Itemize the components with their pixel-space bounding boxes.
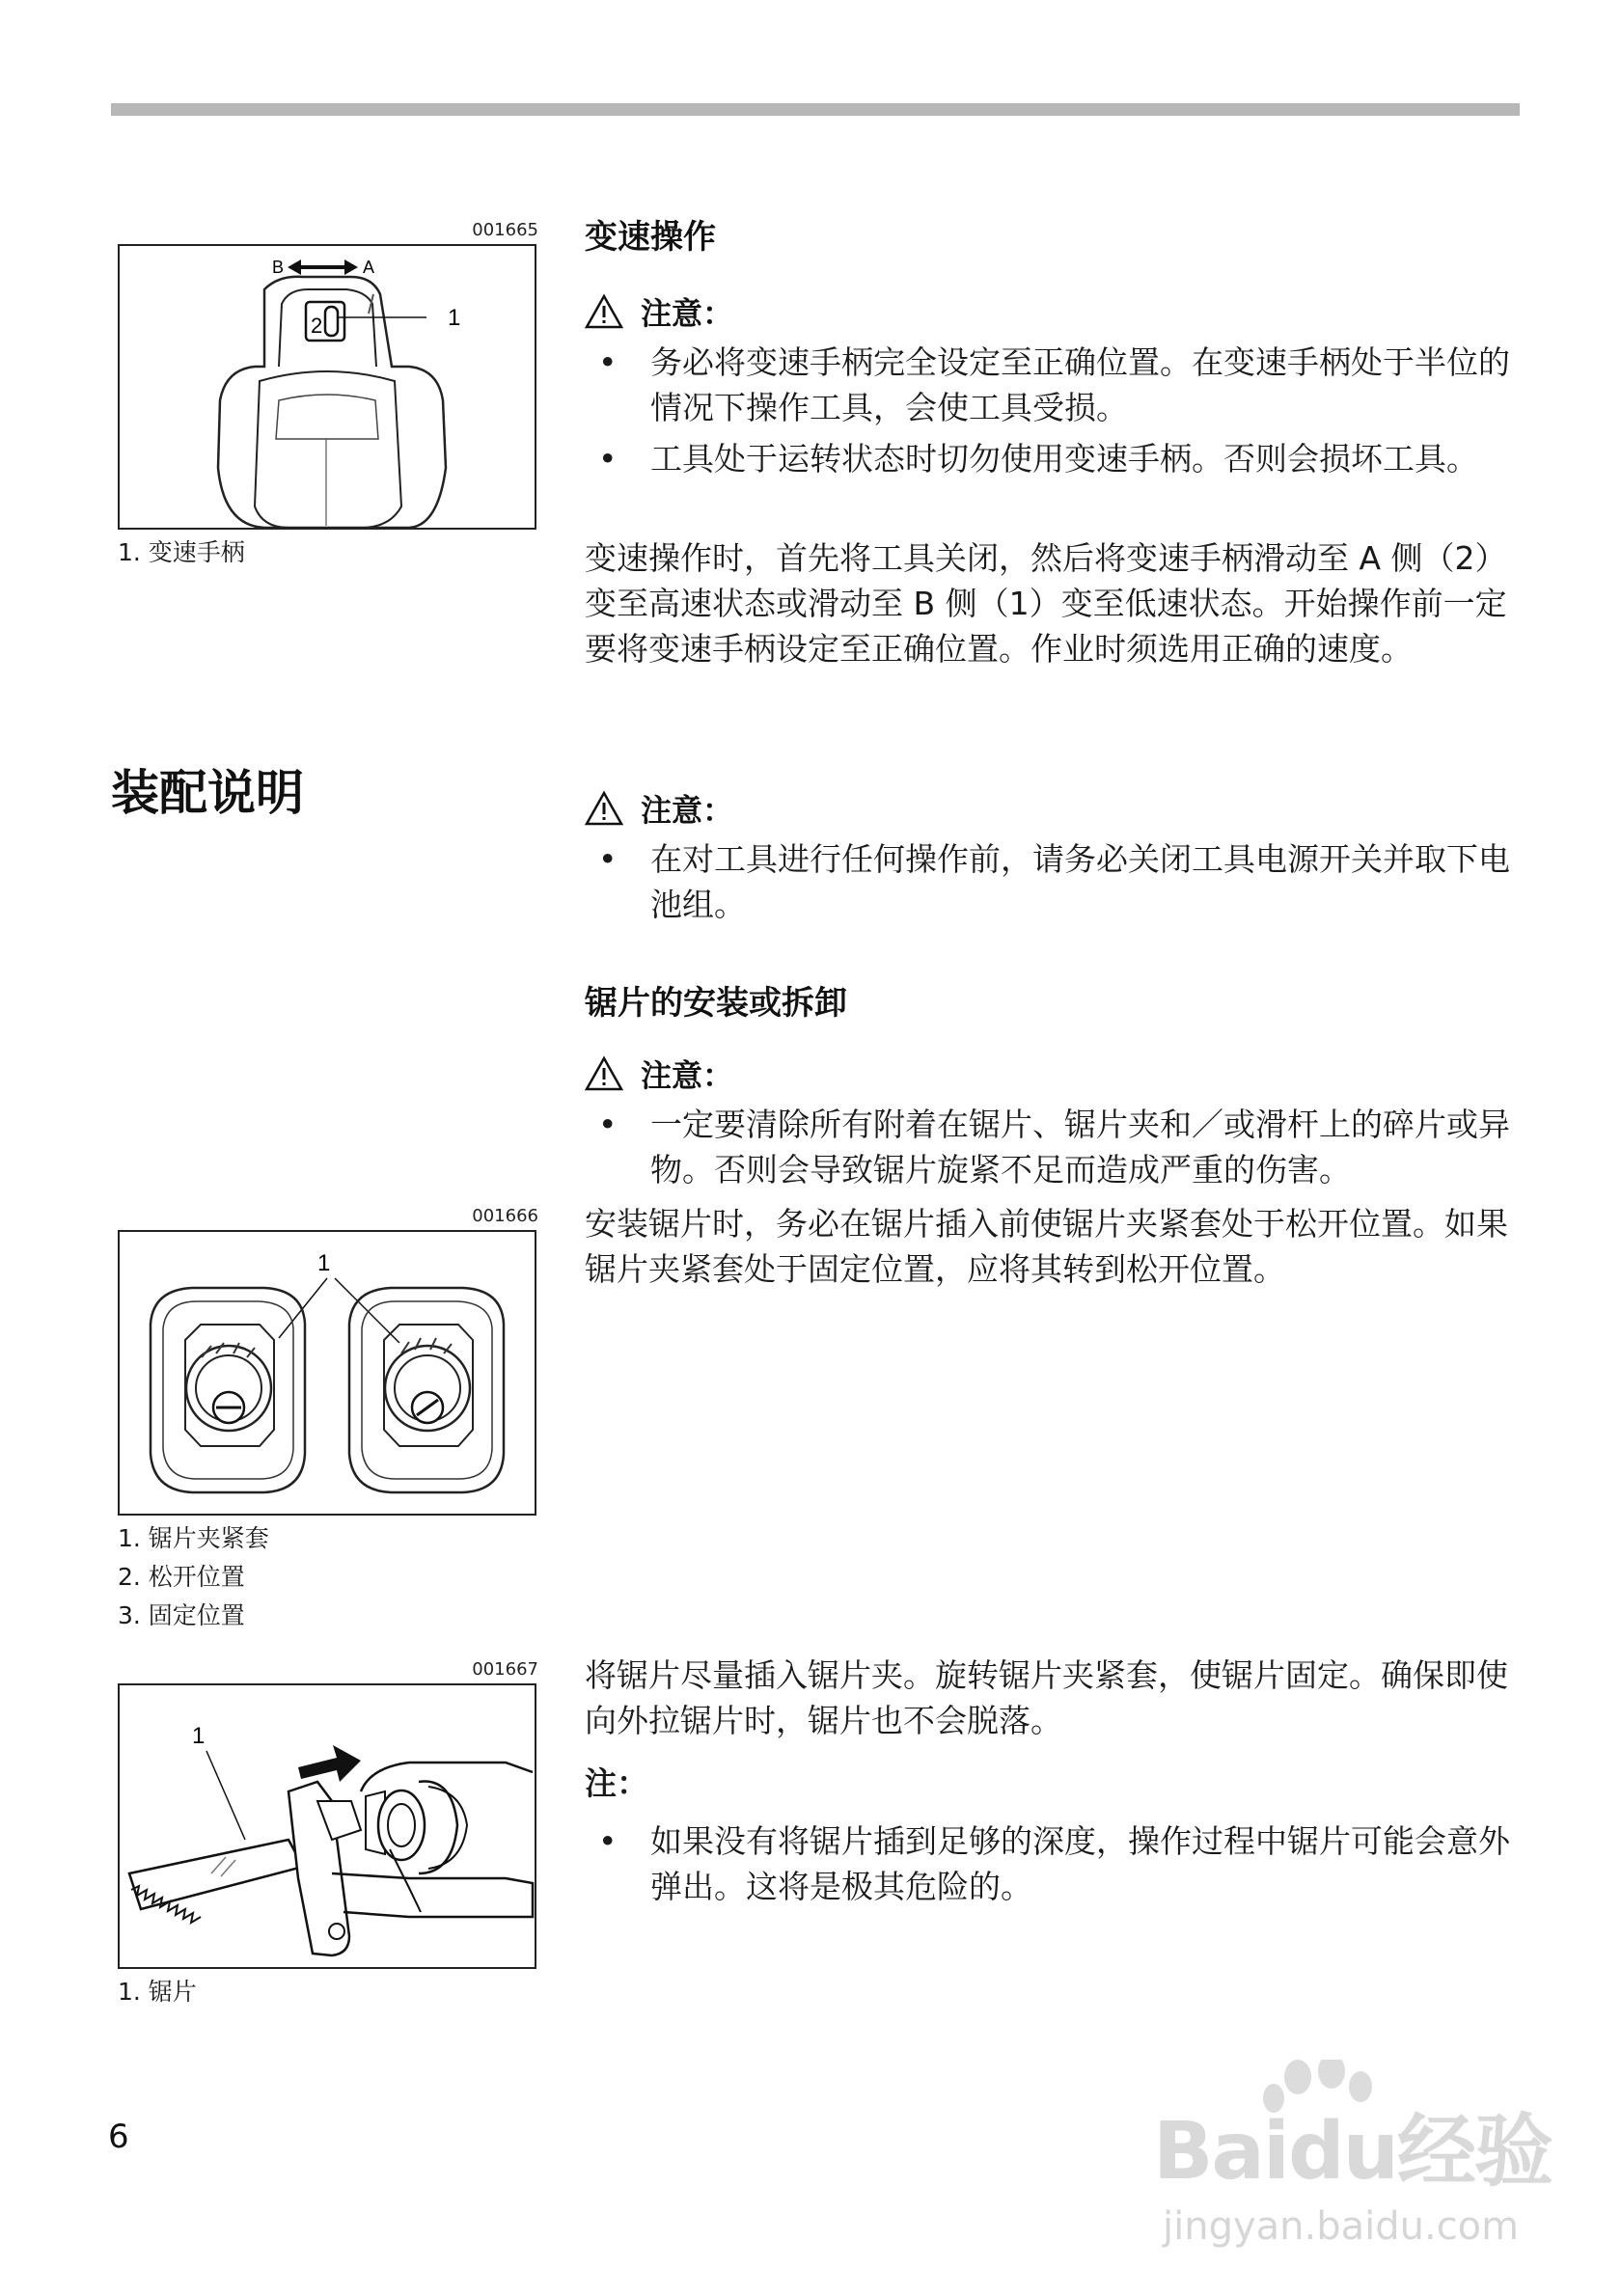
blade-paragraph-1: 安装锯片时，务必在锯片插入前使锯片夹紧套处于松开位置。如果锯片夹紧套处于固定位置，应将其转到松开位置。	[585, 1205, 1508, 1288]
bullet-text: 务必将变速手柄完全设定至正确位置。在变速手柄处于半位的情况下操作工具，会使工具受损。	[650, 343, 1510, 426]
bullet-text: 如果没有将锯片插到足够的深度，操作过程中锯片可能会意外弹出。这将是极其危险的。	[650, 1822, 1510, 1905]
figure-code: 001665	[472, 220, 538, 240]
figure-code: 001666	[472, 1206, 538, 1226]
legend-item: 1. 锯片	[118, 1978, 197, 2006]
legend-item: 2. 松开位置	[118, 1563, 245, 1591]
caution-bullet	[598, 836, 1521, 927]
section-heading-speed: 变速操作	[585, 218, 716, 257]
bullet-dot: •	[598, 440, 618, 478]
warning-triangle-icon	[585, 790, 623, 827]
callout-2: 2	[311, 314, 323, 338]
callout-b: B	[272, 258, 285, 277]
bullet-text: 在对工具进行任何操作前，请务必关闭工具电源开关并取下电池组。	[650, 840, 1510, 923]
note-bullet	[598, 1818, 1521, 1909]
callout-1: 1	[448, 305, 461, 331]
figure-legend	[118, 1519, 269, 1635]
note-label: 注：	[585, 1764, 648, 1802]
caution-label	[585, 1052, 733, 1096]
page-number: 6	[108, 2118, 129, 2156]
bullet-text: 一定要清除所有附着在锯片、锯片夹和／或滑杆上的碎片或异物。否则会导致锯片旋紧不足而造成严重的伤害。	[650, 1106, 1510, 1189]
section-heading-assembly: 装配说明	[111, 765, 304, 821]
legend-item: 1. 变速手柄	[118, 538, 245, 566]
callout-1: 1	[317, 1250, 331, 1276]
figure-speed-lever	[118, 244, 536, 530]
caution-label	[585, 786, 733, 831]
caution-text: 注意：	[641, 1057, 734, 1094]
callout-a: A	[363, 258, 375, 277]
bullet-dot: •	[598, 1822, 618, 1860]
figure-blade-clamp	[118, 1230, 536, 1516]
caution-bullet	[598, 340, 1521, 430]
caution-bullet	[598, 1102, 1521, 1192]
callout-1: 1	[192, 1723, 206, 1749]
bullet-dot: •	[598, 343, 618, 381]
insert-arrow-icon	[298, 1745, 361, 1782]
legend-item: 1. 锯片夹紧套	[118, 1524, 269, 1552]
figure-code: 001667	[472, 1659, 538, 1680]
caution-text: 注意：	[641, 295, 734, 332]
caution-label	[585, 289, 733, 334]
speed-paragraph: 变速操作时，首先将工具关闭，然后将变速手柄滑动至 A 侧（2）变至高速状态或滑动至 B 侧（1）变至低速状态。开始操作前一定要将变速手柄设定至正确位置。作业时须选用正确的速度。	[585, 539, 1507, 668]
caution-text: 注意：	[641, 792, 734, 829]
figure-blade-insert	[118, 1683, 536, 1969]
bullet-text: 工具处于运转状态时切勿使用变速手柄。否则会损坏工具。	[650, 440, 1478, 478]
warning-triangle-icon	[585, 1055, 623, 1092]
watermark-url: jingyan.baidu.com	[1163, 2204, 1520, 2249]
bullet-dot: •	[598, 840, 618, 878]
figure-legend	[118, 1973, 197, 2011]
figure-legend	[118, 533, 245, 572]
header-rule	[111, 103, 1520, 116]
caution-bullet	[598, 436, 1521, 481]
watermark-brand: Baidu经验	[1153, 2106, 1552, 2198]
blade-paragraph-2: 将锯片尽量插入锯片夹。旋转锯片夹紧套，使锯片固定。确保即使向外拉锯片时，锯片也不会脱落。	[585, 1656, 1508, 1739]
bullet-dot: •	[598, 1106, 618, 1143]
legend-item: 3. 固定位置	[118, 1601, 245, 1629]
warning-triangle-icon	[585, 293, 623, 330]
section-heading-blade: 锯片的安装或拆卸	[585, 984, 847, 1023]
